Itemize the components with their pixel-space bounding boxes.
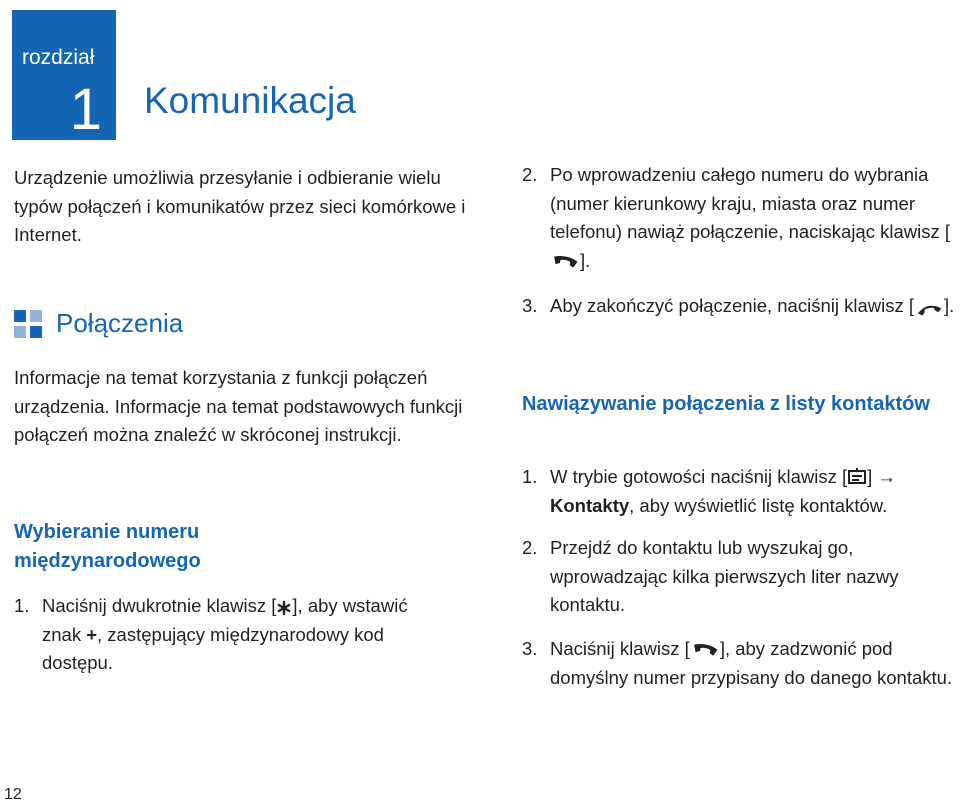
call-key-icon — [550, 255, 580, 271]
contacts-step-1: 1. W trybie gotowości naciśnij klawisz [ ] → Kontakty, aby wyświetlić listę kontaktów. — [522, 463, 958, 520]
contacts-step-3: 3. Naciśnij klawisz [ ], aby zadzwonić pod domyślny numer przypisany do danego kontaktu. — [522, 635, 958, 692]
end-call-key-icon — [914, 300, 944, 316]
contacts-heading: Nawiązywanie połączenia z listy kontaktów — [522, 393, 930, 415]
intl-step-3: 3. Aby zakończyć połączenie, naciśnij klawisz [ ]. — [522, 292, 958, 321]
step-number: 1. — [14, 595, 30, 616]
step-number: 3. — [522, 638, 538, 659]
step-number: 1. — [522, 466, 538, 487]
section-title: Połączenia — [56, 308, 184, 338]
chapter-badge — [12, 10, 116, 140]
intl-step-1: 1. Naciśnij dwukrotnie klawisz [ ], aby wstawić znak +, zastępujący międzynarodowy kod dostępu. — [14, 592, 414, 678]
step-number: 2. — [522, 537, 538, 558]
step-number: 3. — [522, 295, 538, 316]
chapter-number: 1 — [69, 77, 102, 142]
chapter-label: rozdział — [22, 46, 95, 69]
menu-key-icon — [847, 467, 867, 487]
section-heading — [14, 308, 183, 339]
section-description: Informacje na temat korzystania z funkcji połączeń urządzenia. Informacje na temat podstawowych funkcji połączeń można znaleźć w skróconej instrukcji. — [14, 367, 463, 445]
chapter-title: Komunikacja — [144, 80, 356, 121]
star-key-icon — [276, 600, 292, 616]
call-key-icon — [690, 643, 720, 659]
grid-squares-icon — [14, 310, 42, 338]
intl-heading: Wybieranie numeru międzynarodowego — [14, 521, 201, 572]
page-number: 12 — [4, 786, 22, 803]
contacts-step-2: 2. Przejdź do kontaktu lub wyszukaj go, wprowadzając kilka pierwszych liter nazwy kontaktu. — [522, 534, 958, 620]
intl-step-2: 2. Po wprowadzeniu całego numeru do wybrania (numer kierunkowy kraju, miasta oraz numer telefonu) nawiąż połączenie, naciskając klawisz []. — [522, 161, 958, 275]
intro-paragraph: Urządzenie umożliwia przesyłanie i odbieranie wielu typów połączeń i komunikatów przez sieci komórkowe i Internet. — [14, 167, 466, 245]
step-number: 2. — [522, 164, 538, 185]
